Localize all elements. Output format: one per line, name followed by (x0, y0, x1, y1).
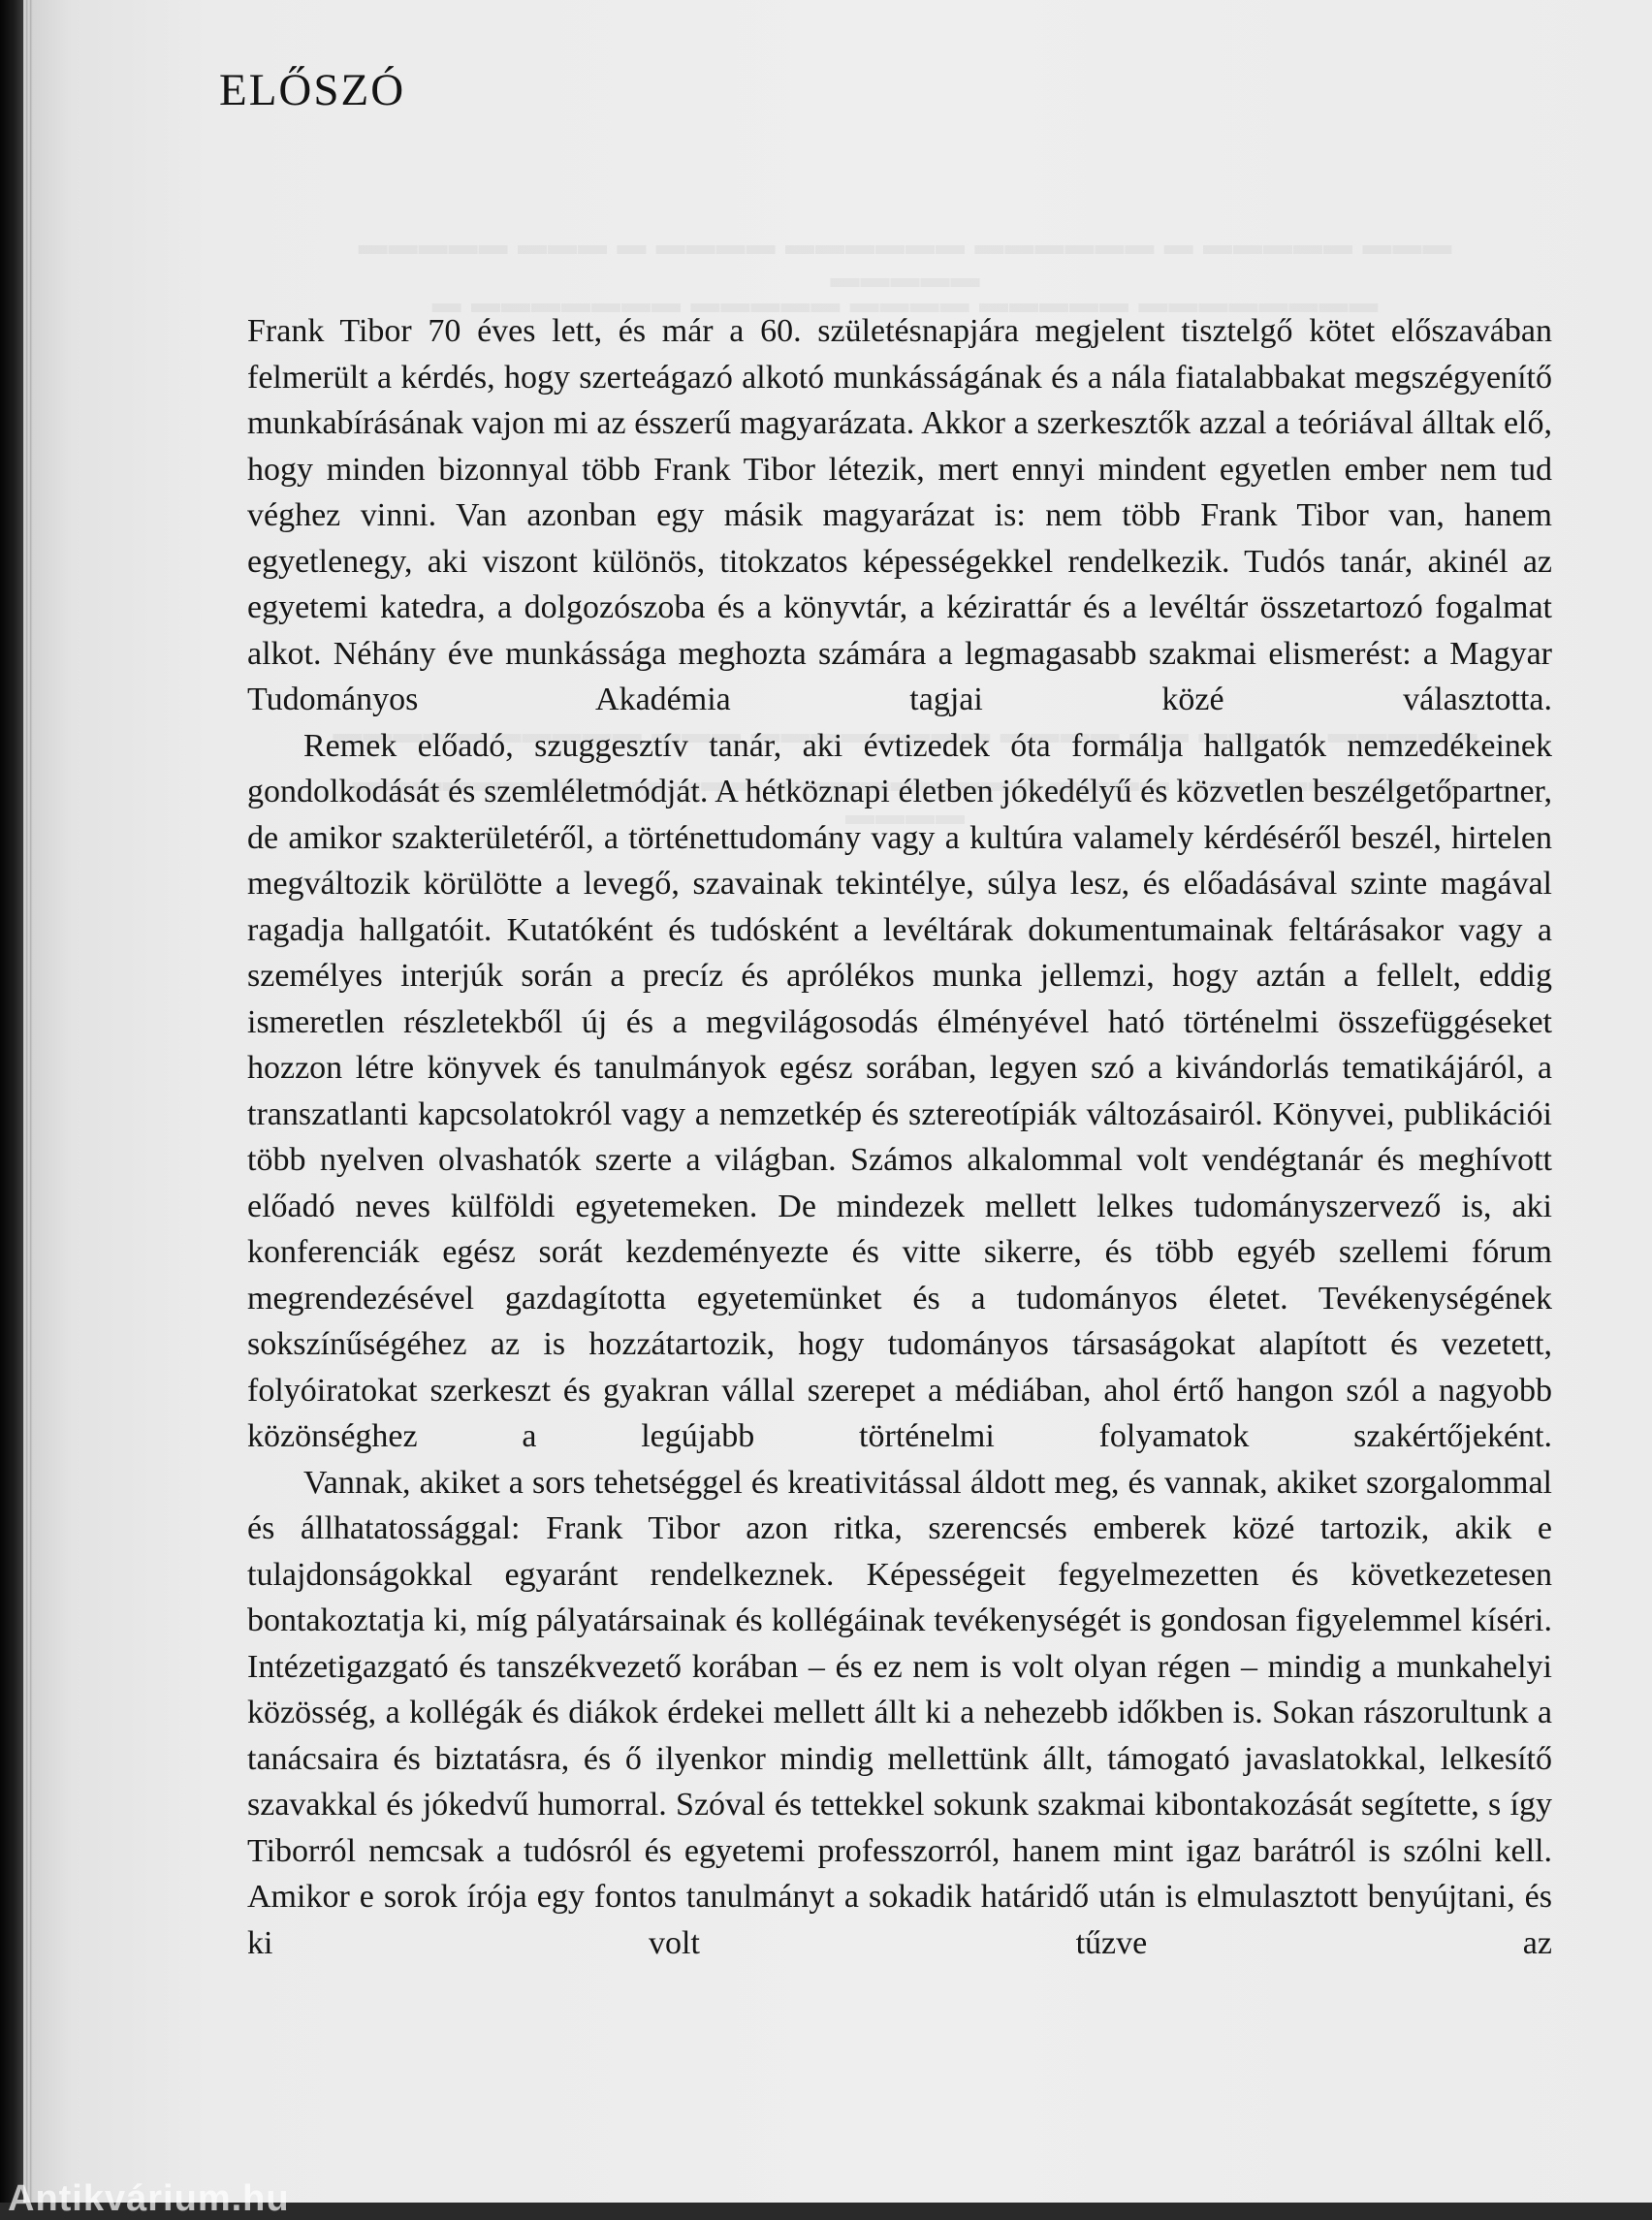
page-title: ELŐSZÓ (219, 65, 406, 115)
paragraph: Frank Tibor 70 éves lett, és már a 60. születésnapjára megjelent tisztelgő kötet előszavában felmerült a kérdés, hogy szerteágazó alkotó munkásságának és a nála fiatalabbakat megszégyenítő munkabírásának vajon mi az ésszerű magyarázata. Akkor a szerkesztők azzal a teóriával álltak elő, hogy minden bizonnyal több Frank Tibor létezik, mert ennyi mindent egyetlen ember nem tud véghez vinni. Van azonban egy másik magyarázat is: nem több Frank Tibor van, hanem egyetlenegy, aki viszont különös, titokzatos képességekkel rendelkezik. Tudós tanár, akinél az egyetemi katedra, a dolgozószoba és a könyvtár, a kézirattár és a levéltár összetartozó fogalmat alkot. Néhány éve munkássága meghozta számára a legmagasabb szakmai elismerést: a Magyar Tudományos Akadémia tagjai közé választotta. (247, 313, 1552, 717)
body-text (247, 308, 1552, 1966)
paragraph: Remek előadó, szuggesztív tanár, aki évtizedek óta formálja hallgatók nemzedékeinek gondolkodását és szemléletmódját. A hétköznapi életben jókedélyű és közvetlen beszélgetőpartner, de amikor szakterületéről, a történettudomány vagy a kultúra valamely kérdéséről beszél, hirtelen megváltozik körülötte a levegő, szavainak tekintélye, súlya lesz, és előadásával szinte magával ragadja hallgatóit. Kutatóként és tudósként a levéltárak dokumentumainak feltárásakor vagy a személyes interjúk során a precíz és aprólékos munka jellemzi, hogy aztán a fellelt, eddig ismeretlen részletekből új és a megvilágosodás élményével ható történelmi összefüggéseket hozzon létre könyvek és tanulmányok egész sorában, legyen szó a kivándorlás tematikájáról, a transzatlanti kapcsolatokról vagy a nemzetkép és sztereotípiák változásairól. Könyvei, publikációi több nyelven olvashatók szerte a világban. Számos alkalommal volt vendégtanár és meghívott előadó neves külföldi egyetemeken. De mindezek mellett lelkes tudományszervező is, aki konferenciák egész sorát kezdeményezte és vitte sikerre, és több egyéb szellemi fórum megrendezésével gazdagította egyetemünket és a tudományos életet. Tevékenységének sokszínűségéhez az is hozzátartozik, hogy tudományos társaságokat alapított és vezetett, folyóiratokat szerkeszt és gyakran vállal szerepet a médiában, ahol értő hangon szól a nagyobb közönséghez a legújabb történelmi folyamatok szakértőjeként. (247, 727, 1552, 1454)
paragraph: Vannak, akiket a sors tehetséggel és kreativitással áldott meg, és vannak, akiket szorgalommal és állhatatossággal: Frank Tibor azon ritka, szerencsés emberek közé tartozik, akik e tulajdonságokkal egyaránt rendelkeznek. Képességeit fegyelmezetten és következetesen bontakoztatja ki, míg pályatársainak és kollégáinak tevékenységét is gondosan figyelemmel kíséri. Intézetigazgató és tanszékvezető korában – és ez nem is volt olyan régen – mindig a munkahelyi közösség, a kollégák és diákok érdekei mellett állt ki a nehezebb időkben is. Sokan rászorultunk a tanácsaira és biztatásra, és ő ilyenkor mindig mellettünk állt, támogató javaslatokkal, lelkesítő szavakkal és jókedvű humorral. Szóval és tettekkel sokunk szakmai kibontakozását segítette, s így Tiborról nemcsak a tudósról és egyetemi professzorról, hanem mint igaz barátról is szólni kell. Amikor e sorok írója egy fontos tanulmányt a sokadik határidő után is elmulasztott benyújtani, és ki volt tűzve az (247, 1464, 1552, 1961)
page-stack-edge (23, 0, 33, 2203)
show-through-line (324, 229, 1487, 295)
book-spine-shadow (0, 0, 23, 2203)
watermark: Antikvárium.hu (8, 2178, 290, 2219)
